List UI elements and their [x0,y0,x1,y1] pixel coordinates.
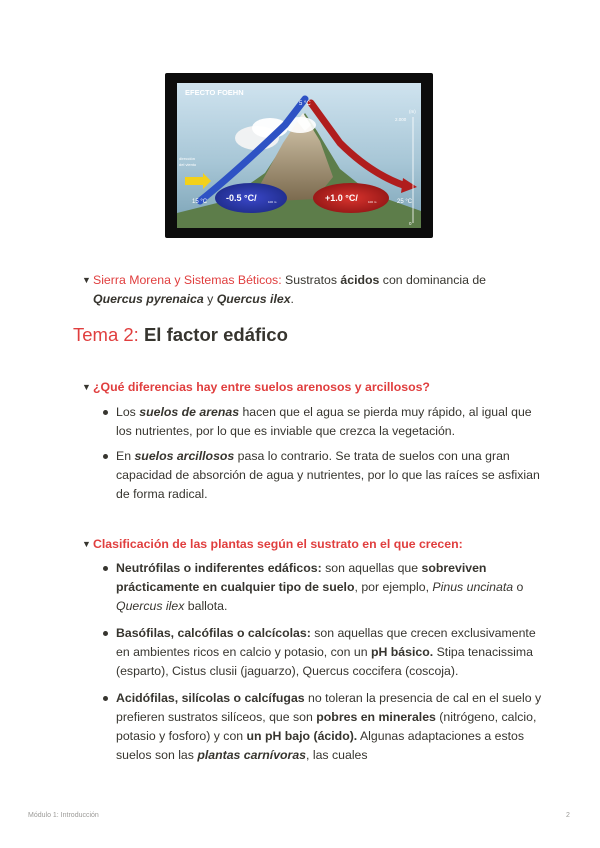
hot-rate-unit: 100 m [368,200,377,204]
species-quercus-ilex: Quercus ilex [216,292,291,306]
q2-bullets [82,559,542,765]
section-heading-number: Tema 2: [73,324,139,345]
bullet-icon [103,454,108,459]
q2-toggle[interactable] [82,535,542,554]
section-heading [73,324,288,346]
footer-page-number: 2 [566,812,570,819]
toggle-triangle-icon[interactable]: ▼ [82,275,91,285]
list-item: Acidófilas, silícolas o calcífugas no toleran la presencia de cal en el suelo y prefieren sustratos silíceos, que son pobres en minerales (nitrógeno, calcio, potasio y fosforo) y con un pH bajo (ácido). Algunas adaptaciones a estos suelos son las plantas carnívoras, las cuales [82,689,542,765]
right-temperature: 25 °C [397,199,413,205]
bullet-icon [103,696,108,701]
sierra-label: Sierra Morena y Sistemas Béticos: [93,273,282,287]
list-item: Los suelos de arenas hacen que el agua se pierda muy rápido, al igual que los nutrientes, por lo que es inviable que crezca la vegetación. [82,403,542,441]
footer-module: Módulo 1: Introducción [28,812,99,819]
list-item: Basófilas, calcófilas o calcícolas: son aquellas que crecen exclusivamente en ambientes ricos en calcio y potasio, con un pH básico. Stipa tenacissima (esparto), Cistus clusii (jaguarzo), Quercus coccifera (coscoja). [82,624,542,681]
bullet-icon [103,410,108,415]
sierra-text: Sierra Morena y Sistemas Béticos: Sustratos ácidos con dominancia de Quercus pyrenaica y Quercus ilex. [93,273,487,306]
figure-title: EFECTO FOEHN [185,88,244,97]
axis-bottom: 0 [409,221,412,226]
q2-question: Clasificación de las plantas según el sustrato en el que crecen: [93,537,463,551]
q1-bullets [82,403,542,504]
hot-rate-value: +1.0 °C/ [325,193,358,203]
axis-unit: (m) [409,109,416,114]
q1-toggle[interactable] [82,378,542,397]
top-temperature: 5 °C [299,101,311,107]
cold-rate-unit: 100 m [268,200,277,204]
toggle-triangle-icon[interactable]: ▼ [82,382,91,392]
wind-label-2: del viento [179,162,197,167]
cold-rate-value: -0.5 °C/ [226,193,257,203]
wind-label-1: dirección [179,156,196,161]
bullet-icon [103,566,108,571]
section-heading-title: El factor edáfico [138,324,288,345]
sierra-toggle[interactable] [82,271,542,309]
list-item: Neutrófilas o indiferentes edáficos: son aquellas que sobreviven prácticamente en cualquier tipo de suelo, por ejemplo, Pinus uncinata o Quercus ilex ballota. [82,559,542,616]
species-quercus-pyrenaica: Quercus pyrenaica [93,292,204,306]
axis-top: 2.000 [395,117,407,122]
foehn-effect-figure [165,73,433,238]
q1-question: ¿Qué diferencias hay entre suelos arenosos y arcillosos? [93,380,430,394]
left-temperature: 15 °C [192,199,208,205]
toggle-triangle-icon[interactable]: ▼ [82,539,91,549]
bullet-icon [103,631,108,636]
list-item: En suelos arcillosos pasa lo contrario. Se trata de suelos con una gran capacidad de absorción de agua y nutrientes, por lo que las raíces se asfixian de forma radical. [82,447,542,504]
